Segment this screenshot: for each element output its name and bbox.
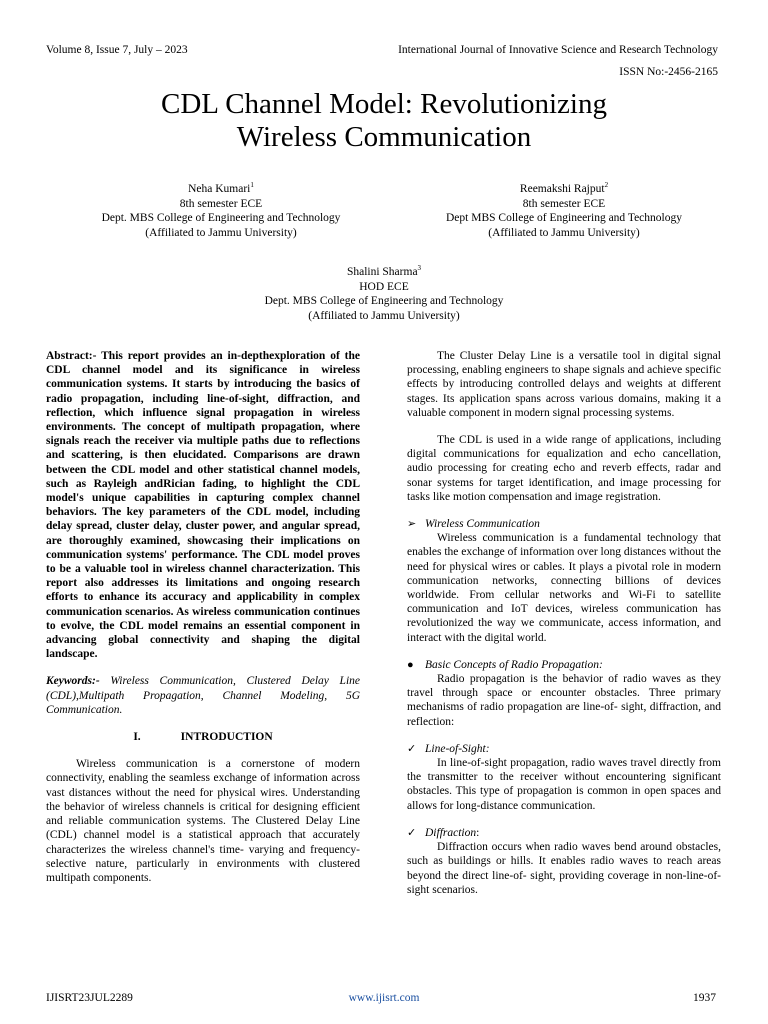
section-heading-introduction [46, 730, 360, 744]
keywords [46, 674, 360, 717]
author-sup: 2 [604, 181, 609, 190]
author-affiliation: (Affiliated to Jammu University) [308, 309, 460, 322]
radio-propagation-text: Radio propagation is the behavior of radio waves as they travel through space or encounter obstacles. Three primary mechanisms of radio propagation are line-of- sight, diffraction, and reflection: [407, 673, 721, 728]
check-bullet-icon: ✓ [407, 742, 417, 755]
arrow-bullet-icon: ➢ [407, 518, 417, 531]
abstract-text: This report provides an in-depthexploration of the CDL channel model and its significance in wireless communication systems. It starts by introducing the basics of radio propagation, including line-of-sight, diffraction, and reflection, which influence signal propagation in wireless environments. The concept of multipath propagation, where signals reach the receiver via multiple paths due to reflections and scattering, is then elucidated. Comparisons are drawn between the CDL model and other statistical channel models, such as Rayleigh andRician fading, to highlight the CDL model's unique capabilities in capturing complex channel behaviors. The key parameters of the CDL model, including delay spread, cluster delay, cluster power, and angular spread, are thoroughly examined, showcasing their implications on communication systems' performance. The CDL model proves to be a valuable tool in wireless channel characterization. This report also addresses its limitations and ongoing research efforts to enhance its accuracy and applicability in complex communication scenarios. As wireless communication continues to evolve, the CDL model remains an essential component in advancing global connectivity and shaping the digital landscape. [46, 350, 360, 661]
author-name: Neha Kumari [188, 183, 251, 195]
section-number: I. [133, 731, 141, 744]
author-affiliation: (Affiliated to Jammu University) [488, 226, 640, 239]
footer-paper-id: IJISRT23JUL2289 [46, 992, 133, 1004]
diffraction-text: Diffraction occurs when radio waves bend around obstacles, such as buildings or hills. It enables radio waves to reach areas beyond the direct line-of- sight, providing coverage in non-line-of-sight scenarios. [407, 841, 721, 896]
journal-name: International Journal of Innovative Science and Research Technology [398, 44, 718, 56]
issn: ISSN No:-2456-2165 [619, 66, 718, 78]
subheading: Line-of-Sight: [425, 742, 490, 755]
author-block-3 [184, 265, 584, 323]
diffraction-heading [407, 826, 721, 840]
author-affiliation: (Affiliated to Jammu University) [145, 226, 297, 239]
author-role: HOD ECE [359, 280, 409, 293]
subheading: Basic Concepts of Radio Propagation: [425, 658, 603, 671]
cdl-paragraph-2: The CDL is used in a wide range of applications, including digital communications for equalization and echo cancellation, audio processing for creating echo and reverb effects, radar and sonar systems for target identification, and image processing for tasks like motion compensation and image registration. [407, 434, 721, 503]
abstract-label: Abstract:- [46, 350, 97, 362]
paper-title [0, 88, 768, 154]
author-name: Shalini Sharma [346, 266, 418, 278]
cdl-paragraph-1: The Cluster Delay Line is a versatile tool in digital signal processing, enabling engineers to shape signals and achieve specific effects by introducing controlled delays and weights at different stages. Its application spans across various domains, making it a valuable component in modern signal processing systems. [407, 350, 721, 419]
section-title: INTRODUCTION [180, 731, 273, 744]
title-line-2: Wireless Communication [236, 121, 532, 153]
intro-paragraph: Wireless communication is a cornerstone of modern connectivity, enabling the seamless exchange of information across vast distances without the need for physical wires. Understanding the behavior of wireless channels is critical for designing efficient and reliable communication systems. The Clustered Delay Line (CDL) channel model is a statistical approach that accurately characterizes the wireless channel's time- varying and frequency-selective nature, particularly in environments with clustered multipath components. [46, 758, 360, 884]
author-block-2 [355, 182, 768, 240]
author-dept: Dept. MBS College of Engineering and Technology [264, 295, 504, 307]
left-column [46, 349, 360, 885]
wireless-communication-text: Wireless communication is a fundamental technology that enables the exchange of information over long distances without the need for physical wires or cables. It plays a pivotal role in modern communication networks, connecting billions of devices worldwide. From cellular networks and Wi-Fi to satellite communication and IoT devices, wireless communication has revolutionized the way we communicate, access information, and interact with the digital world. [407, 532, 721, 644]
subheading: Diffraction [425, 826, 477, 839]
author-role: 8th semester ECE [179, 197, 263, 210]
line-of-sight-text: In line-of-sight propagation, radio waves travel directly from the transmitter to the receiver without encountering significant obstacles. This type of propagation is common in open spaces and allows for long-distance communication. [407, 757, 721, 812]
author-dept: Dept. MBS College of Engineering and Technology [101, 212, 341, 224]
author-dept: Dept MBS College of Engineering and Technology [446, 212, 682, 224]
subheading-colon: : [476, 826, 480, 839]
round-bullet-icon: ● [407, 658, 414, 671]
radio-propagation-heading [407, 658, 721, 672]
keywords-text: Wireless Communication, Clustered Delay Line (CDL),Multipath Propagation, Channel Modeling, 5G Communication. [46, 675, 360, 716]
author-sup: 1 [250, 181, 254, 190]
abstract [46, 349, 360, 661]
line-of-sight-heading [407, 742, 721, 756]
footer-url[interactable]: www.ijisrt.com [348, 992, 420, 1004]
footer-page-number: 1937 [693, 992, 716, 1004]
subheading: Wireless Communication [425, 518, 540, 531]
title-line-1: CDL Channel Model: Revolutionizing [161, 88, 607, 120]
right-column [407, 349, 721, 897]
footer-website-link[interactable] [0, 992, 768, 1004]
volume-info: Volume 8, Issue 7, July – 2023 [46, 44, 188, 56]
check-bullet-icon: ✓ [407, 826, 417, 839]
keywords-label: Keywords:- [46, 675, 100, 688]
author-sup: 3 [417, 264, 422, 273]
wireless-communication-heading [407, 517, 721, 531]
author-role: 8th semester ECE [522, 197, 606, 210]
author-name: Reemakshi Rajput [519, 183, 605, 195]
